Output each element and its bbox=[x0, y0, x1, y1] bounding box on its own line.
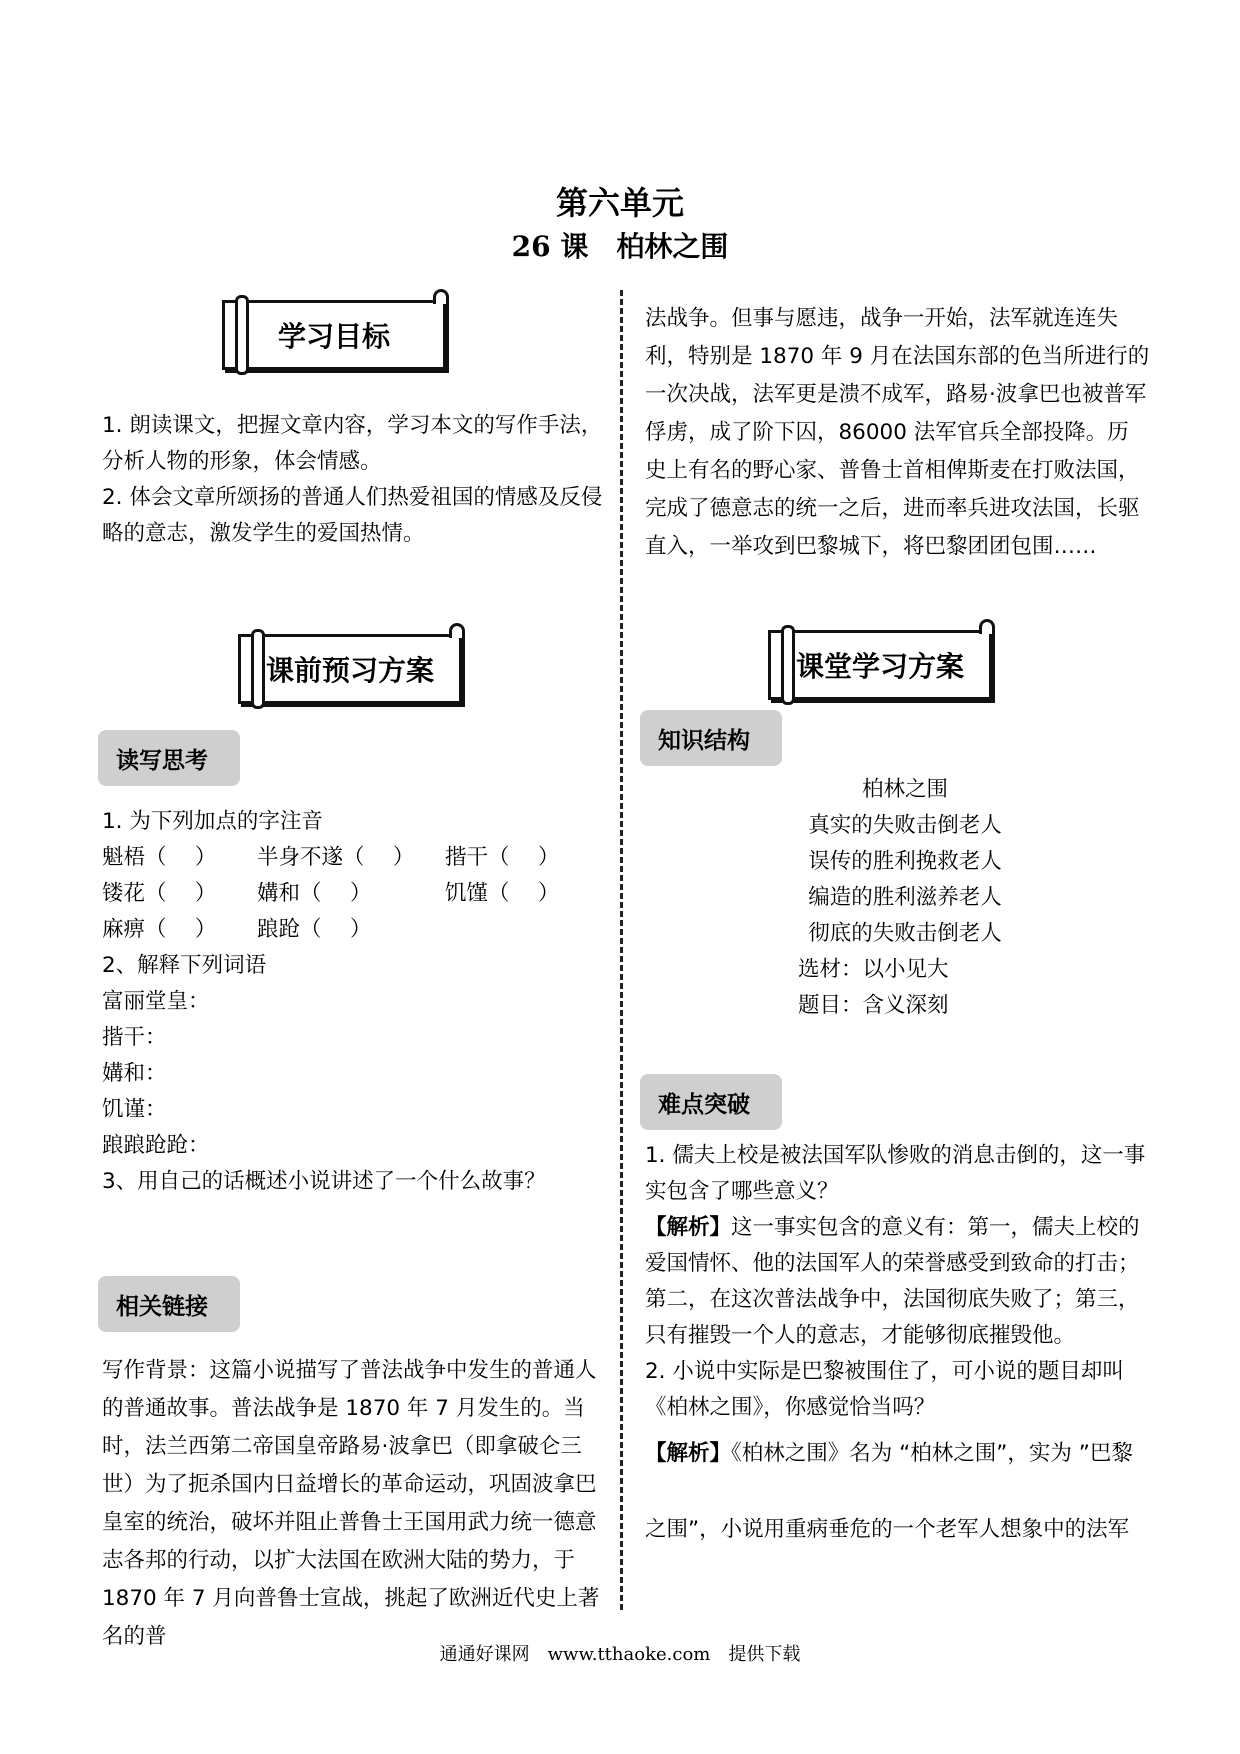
structure-item: 编造的胜利滋养老人 bbox=[808, 885, 1002, 910]
difficult-tab-label: 难点突破 bbox=[658, 1091, 750, 1118]
structure-item: 柏林之围 bbox=[861, 777, 948, 802]
question-3: 3、用自己的话概述小说讲述了一个什么故事？ bbox=[102, 1169, 546, 1194]
reading-tab-label: 读写思考 bbox=[116, 747, 208, 774]
pinyin-cell: 饥馑（ ） bbox=[445, 881, 560, 906]
link-tab-label: 相关链接 bbox=[116, 1293, 208, 1320]
difficult-tab bbox=[640, 1074, 782, 1130]
class-scroll-banner bbox=[768, 630, 992, 700]
class-title: 课堂学习方案 bbox=[795, 650, 964, 683]
link-tab bbox=[98, 1276, 240, 1332]
analysis-label: 【解析】 bbox=[645, 1215, 732, 1240]
goals-title: 学习目标 bbox=[277, 320, 390, 353]
preview-scroll-banner bbox=[238, 634, 462, 704]
background-paragraph bbox=[102, 1352, 607, 1656]
goals-scroll-banner bbox=[222, 300, 446, 370]
unit-title: 第六单元 bbox=[555, 184, 684, 222]
pinyin-cell: 魁梧（ ） bbox=[102, 845, 217, 870]
goals-list bbox=[102, 408, 607, 552]
difficult-answer-2-line1 bbox=[645, 1436, 1150, 1472]
knowledge-structure bbox=[760, 772, 1050, 1024]
difficult-answer-2-line2: 之围”，小说用重病垂危的一个老军人想象中的法军 bbox=[645, 1517, 1130, 1542]
analysis-label: 【解析】 bbox=[645, 1441, 732, 1466]
structure-item: 题目：含义深刻 bbox=[798, 993, 949, 1018]
difficult-question-1: 1. 儒夫上校是被法国军队惨败的消息击倒的，这一事实包含了哪些意义？ bbox=[645, 1143, 1146, 1204]
background-text: 这篇小说描写了普法战争中发生的普通人的普通故事。普法战争是 1870 年 7 月发生的。当时，法兰西第二帝国皇帝路易·波拿巴（即拿破仑三世）为了扼杀国内日益增长的革命运动，巩固波拿巴皇室的统治，破坏并阻止普鲁士王国用武力统一德意志各邦的行动，以扩大法国在欧洲大陆的势力，于 1870 年 7 月向普鲁士宣战，挑起了欧洲近代史上著名的普 bbox=[102, 1358, 600, 1649]
pinyin-cell: 踉跄（ ） bbox=[257, 917, 372, 942]
structure-item: 选材：以小见大 bbox=[798, 957, 949, 982]
goal-item: 2. 体会文章所颂扬的普通人们热爱祖国的情感及反侵略的意志，激发学生的爱国热情。 bbox=[102, 485, 603, 546]
pinyin-row bbox=[102, 840, 607, 876]
question-1: 1. 为下列加点的字注音 bbox=[102, 809, 323, 834]
word-item: 饥谨： bbox=[102, 1097, 167, 1122]
structure-tab-label: 知识结构 bbox=[658, 727, 750, 754]
structure-item: 真实的失败击倒老人 bbox=[808, 813, 1002, 838]
word-item: 富丽堂皇： bbox=[102, 989, 210, 1014]
pinyin-row bbox=[102, 912, 607, 948]
lesson-title: 26 课 柏林之围 bbox=[511, 230, 729, 263]
difficult-section bbox=[645, 1138, 1150, 1426]
continued-paragraph: 法战争。但事与愿违，战争一开始，法军就连连失利，特别是 1870 年 9 月在法国东部的色当所进行的一次决战，法军更是溃不成军，路易·波拿巴也被普军俘虏，成了阶下囚，86000 法军官兵全部投降。历史上有名的野心家、普鲁士首相俾斯麦在打败法国，完成了德意志的统一之后，进而率兵进攻法国，长驱直入，一举攻到巴黎城下，将巴黎团团包围…… bbox=[645, 306, 1150, 559]
structure-item: 误传的胜利挽救老人 bbox=[808, 849, 1002, 874]
preview-title: 课前预习方案 bbox=[265, 654, 434, 687]
pinyin-row bbox=[102, 876, 607, 912]
question-2: 2、解释下列词语 bbox=[102, 953, 267, 978]
word-item: 媾和： bbox=[102, 1061, 167, 1086]
column-divider bbox=[620, 290, 623, 1610]
pinyin-cell: 揩干（ ） bbox=[445, 845, 560, 870]
structure-item: 彻底的失败击倒老人 bbox=[808, 921, 1002, 946]
footer-credit: 通通好课网 www.tthaoke.com 提供下载 bbox=[439, 1644, 801, 1665]
pinyin-cell: 半身不遂（ ） bbox=[257, 845, 415, 870]
word-item: 踉踉跄跄： bbox=[102, 1133, 210, 1158]
pinyin-cell: 媾和（ ） bbox=[257, 881, 372, 906]
difficult-question-2: 2. 小说中实际是巴黎被围住了，可小说的题目却叫《柏林之围》，你感觉恰当吗？ bbox=[645, 1359, 1124, 1420]
reading-section bbox=[102, 804, 607, 1200]
goal-item: 1. 朗读课文，把握文章内容，学习本文的写作手法，分析人物的形象，体会情感。 bbox=[102, 413, 603, 474]
difficult-answer-1: 这一事实包含的意义有：第一，儒夫上校的爱国情怀、他的法国军人的荣誉感受到致命的打击；第二，在这次普法战争中，法国彻底失败了；第三，只有摧毁一个人的意志，才能够彻底摧毁他。 bbox=[645, 1215, 1140, 1348]
pinyin-cell: 麻痹（ ） bbox=[102, 917, 217, 942]
pinyin-cell: 镂花（ ） bbox=[102, 881, 217, 906]
structure-tab bbox=[640, 710, 782, 766]
background-label: 写作背景： bbox=[102, 1358, 210, 1383]
difficult-answer-2a: 《柏林之围》名为 “柏林之围”，实为 ”巴黎 bbox=[731, 1441, 1133, 1466]
reading-tab bbox=[98, 730, 240, 786]
word-item: 揩干： bbox=[102, 1025, 167, 1050]
